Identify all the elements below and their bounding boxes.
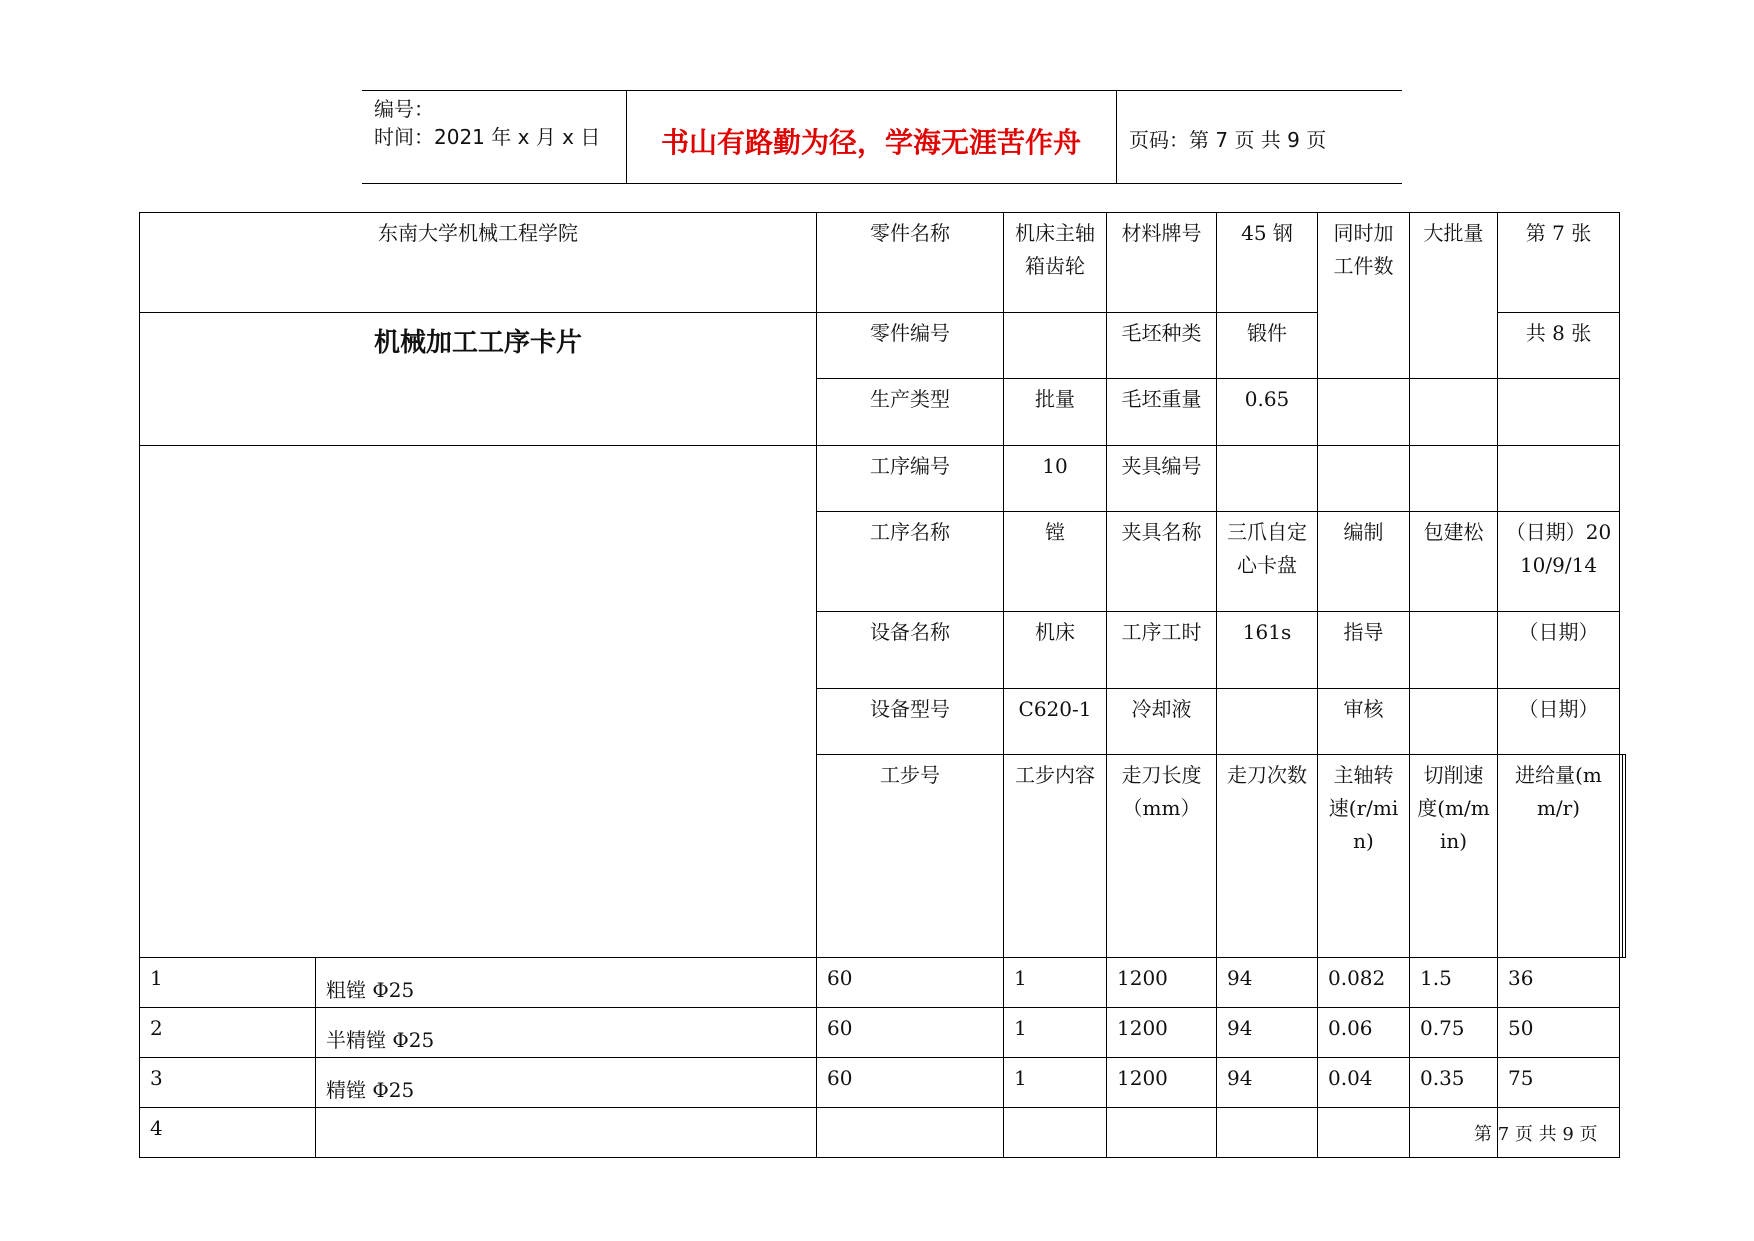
school-name: 东南大学机械工程学院 — [140, 213, 817, 313]
material-value: 45 钢 — [1217, 213, 1318, 313]
reviewed-by-label: 审核 — [1318, 689, 1410, 755]
operation-name-label: 工序名称 — [817, 512, 1004, 612]
spindle-speed: 1200 — [1107, 1058, 1217, 1108]
col-header-spindle-speed: 主轴转速(r/min) — [1318, 755, 1410, 958]
part-name-label: 零件名称 — [817, 213, 1004, 313]
reviewed-by-name — [1410, 689, 1498, 755]
passes: 1 — [1004, 958, 1107, 1008]
step-content — [316, 958, 817, 1008]
feed-rate: 0.06 — [1318, 1008, 1410, 1058]
operation-no-value: 10 — [1004, 446, 1107, 512]
sketch-area — [140, 446, 817, 958]
blank-weight-label: 毛坯重量 — [1107, 379, 1217, 446]
col-header-passes: 走刀次数 — [1217, 755, 1318, 958]
cutting-speed — [1217, 1108, 1318, 1158]
table-row — [140, 1058, 1626, 1108]
empty-cell — [1410, 446, 1498, 512]
col-header-time-quota — [1623, 755, 1626, 958]
guided-by-label: 指导 — [1318, 612, 1410, 689]
feed-length: 60 — [817, 958, 1004, 1008]
production-type-label: 生产类型 — [817, 379, 1004, 446]
depth-of-cut: 1.5 — [1410, 958, 1498, 1008]
cutting-speed: 94 — [1217, 958, 1318, 1008]
blank-type-label: 毛坯种类 — [1107, 313, 1217, 379]
process-card-table — [139, 212, 1626, 1158]
part-name-value: 机床主轴箱齿轮 — [1004, 213, 1107, 313]
feed-length: 60 — [817, 1058, 1004, 1108]
card-title: 机械加工工序卡片 — [140, 313, 817, 446]
equipment-name-label: 设备名称 — [817, 612, 1004, 689]
feed-rate: 0.04 — [1318, 1058, 1410, 1108]
blank-type-value: 锻件 — [1217, 313, 1318, 379]
header-motto-cell — [626, 91, 1117, 183]
guided-by-name — [1410, 612, 1498, 689]
feed-rate: 0.082 — [1318, 958, 1410, 1008]
fixture-name-label: 夹具名称 — [1107, 512, 1217, 612]
header-page-cell — [1117, 91, 1402, 183]
document-header — [362, 90, 1402, 184]
feed-rate — [1318, 1108, 1410, 1158]
equipment-model-value: C620-1 — [1004, 689, 1107, 755]
spindle-speed: 1200 — [1107, 1008, 1217, 1058]
compiled-by-label: 编制 — [1318, 512, 1410, 612]
cutting-speed: 94 — [1217, 1058, 1318, 1108]
table-row — [140, 958, 1626, 1008]
operation-name-value: 镗 — [1004, 512, 1107, 612]
col-header-cutting-speed: 切削速度(m/min) — [1410, 755, 1498, 958]
step-content — [316, 1058, 817, 1108]
col-header-feed-length: 走刀长度（mm） — [1107, 755, 1217, 958]
blank-weight-value: 0.65 — [1217, 379, 1318, 446]
cutting-speed: 94 — [1217, 1008, 1318, 1058]
header-date-label: 时间：2021 年 x 月 x 日 — [374, 125, 601, 149]
guided-date: （日期） — [1498, 612, 1620, 689]
operation-no-label: 工序编号 — [817, 446, 1004, 512]
spindle-speed: 1200 — [1107, 958, 1217, 1008]
part-no-value — [1004, 313, 1107, 379]
empty-cell — [1498, 379, 1620, 446]
batch-size-value: 大批量 — [1410, 213, 1498, 379]
compiled-date: （日期）2010/9/14 — [1498, 512, 1620, 612]
step-no: 4 — [140, 1108, 316, 1158]
equipment-name-value: 机床 — [1004, 612, 1107, 689]
col-header-step-content: 工步内容 — [1004, 755, 1107, 958]
depth-of-cut: 0.35 — [1410, 1058, 1498, 1108]
fixture-no-label: 夹具编号 — [1107, 446, 1217, 512]
step-content-text: 粗镗 Φ25 — [326, 978, 415, 1002]
material-label: 材料牌号 — [1107, 213, 1217, 313]
sheet-number: 第 7 张 — [1498, 213, 1620, 313]
fixture-name-value: 三爪自定心卡盘 — [1217, 512, 1318, 612]
time-quota: 36 — [1498, 958, 1620, 1008]
empty-cell — [1410, 379, 1498, 446]
passes — [1004, 1108, 1107, 1158]
coolant-label: 冷却液 — [1107, 689, 1217, 755]
step-no: 1 — [140, 958, 316, 1008]
feed-length: 60 — [817, 1008, 1004, 1058]
header-motto: 书山有路勤为径，学海无涯苦作舟 — [660, 126, 1081, 159]
step-content-text: 精镗 Φ25 — [326, 1078, 415, 1102]
depth-of-cut: 0.75 — [1410, 1008, 1498, 1058]
equipment-model-label: 设备型号 — [817, 689, 1004, 755]
step-content — [316, 1008, 817, 1058]
col-header-feed-rate: 进给量(mm/r) — [1498, 755, 1620, 958]
fixture-no-value — [1217, 446, 1318, 512]
feed-length — [817, 1108, 1004, 1158]
col-header-step-no: 工步号 — [817, 755, 1004, 958]
time-quota: 50 — [1498, 1008, 1620, 1058]
passes: 1 — [1004, 1008, 1107, 1058]
header-page-label: 页码：第 7 页 共 9 页 — [1129, 128, 1327, 152]
operation-time-label: 工序工时 — [1107, 612, 1217, 689]
part-no-label: 零件编号 — [817, 313, 1004, 379]
header-number-label: 编号： — [374, 97, 434, 121]
empty-cell — [1318, 446, 1410, 512]
coolant-value — [1217, 689, 1318, 755]
reviewed-date: （日期） — [1498, 689, 1620, 755]
table-row — [140, 1108, 1626, 1158]
operation-time-value: 161s — [1217, 612, 1318, 689]
empty-cell — [1318, 379, 1410, 446]
compiled-by-name: 包建松 — [1410, 512, 1498, 612]
page-footer: 第 7 页 共 9 页 — [1474, 1124, 1598, 1145]
step-content — [316, 1108, 817, 1158]
production-type-value: 批量 — [1004, 379, 1107, 446]
step-content-text: 半精镗 Φ25 — [326, 1028, 435, 1052]
empty-cell — [1498, 446, 1620, 512]
header-left-cell — [362, 91, 627, 183]
time-quota: 75 — [1498, 1058, 1620, 1108]
step-no: 3 — [140, 1058, 316, 1108]
spindle-speed — [1107, 1108, 1217, 1158]
simultaneous-count-label: 同时加工件数 — [1318, 213, 1410, 379]
table-row — [140, 1008, 1626, 1058]
step-no: 2 — [140, 1008, 316, 1058]
step-content-text — [326, 1112, 810, 1124]
passes: 1 — [1004, 1058, 1107, 1108]
sheet-total: 共 8 张 — [1498, 313, 1620, 379]
